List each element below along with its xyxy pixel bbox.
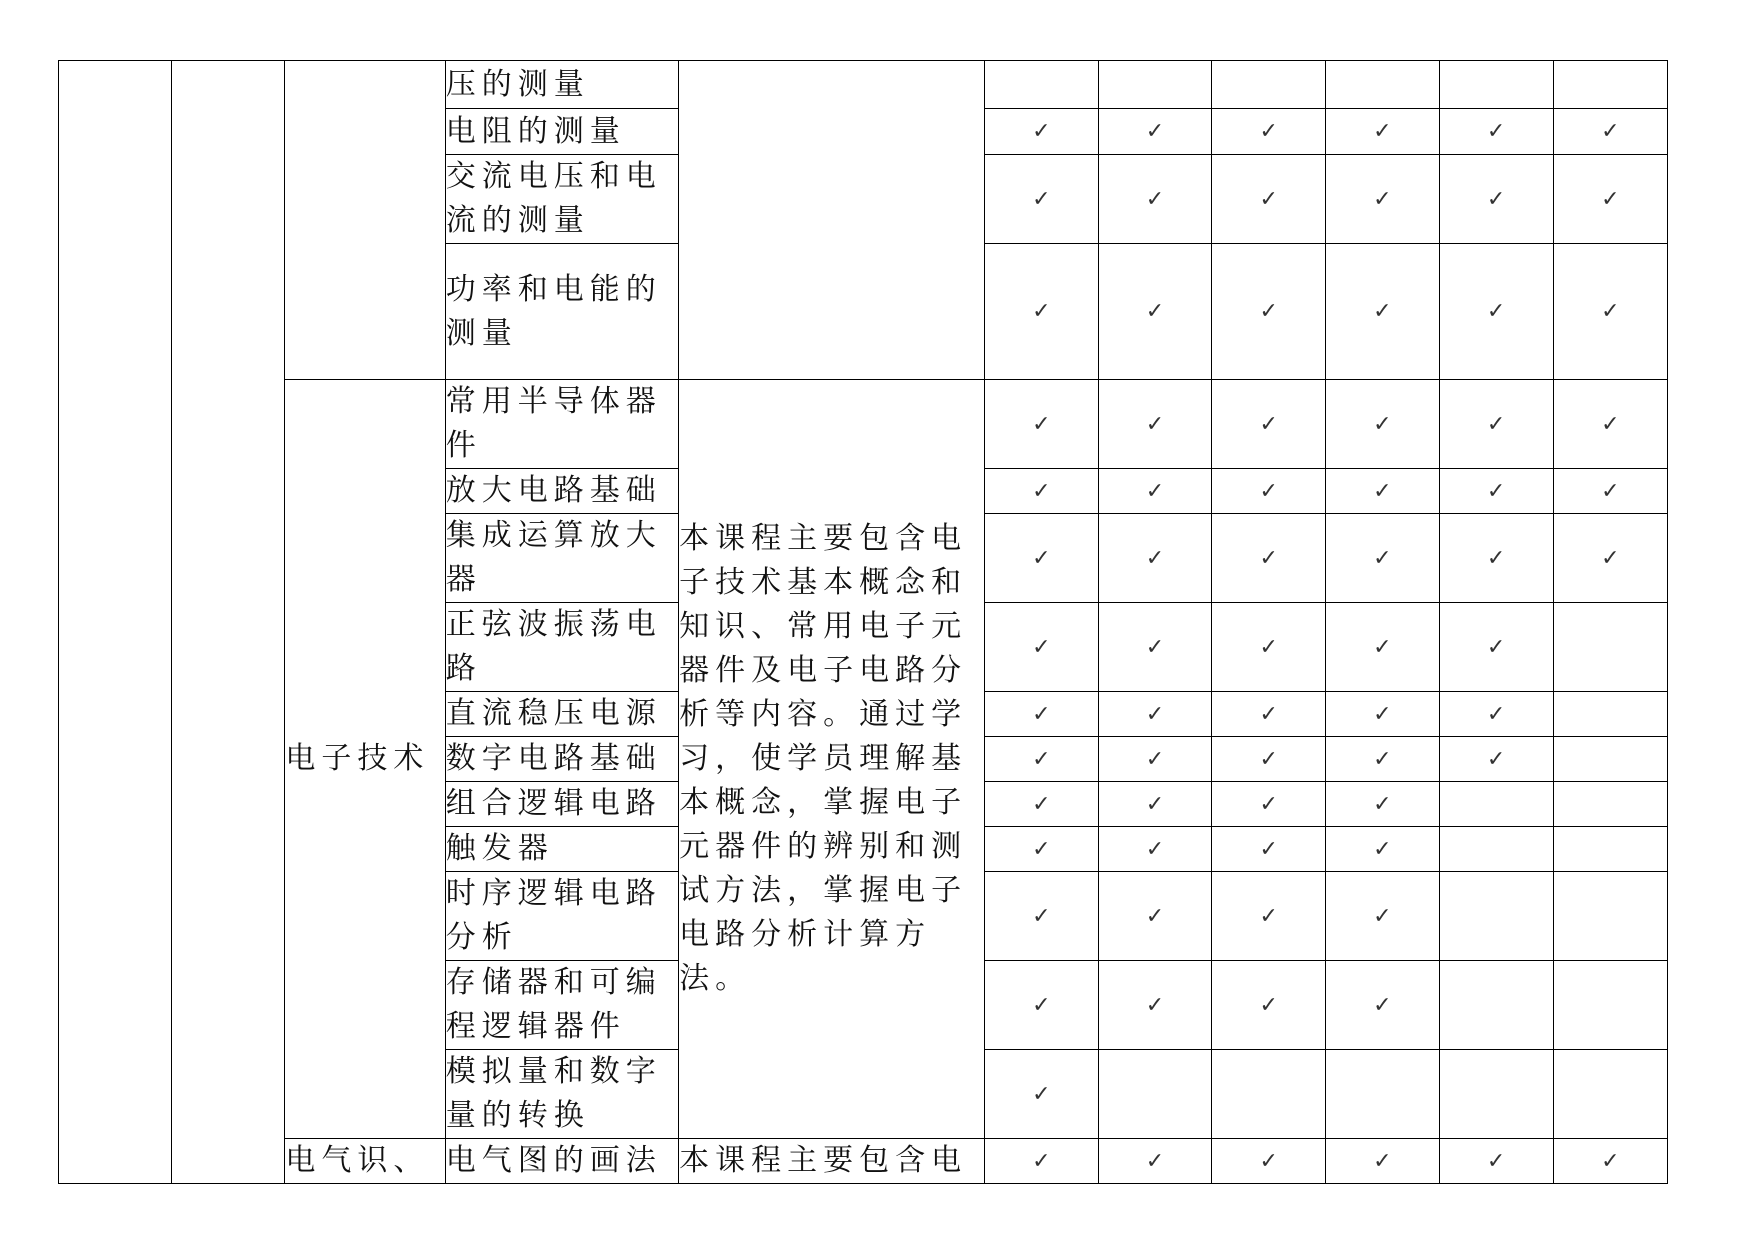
checkmark-icon: ✓ bbox=[1032, 746, 1051, 772]
check-cell bbox=[984, 244, 1098, 380]
check-cell bbox=[1439, 514, 1553, 603]
check-cell bbox=[1326, 109, 1439, 155]
checkmark-icon: ✓ bbox=[1373, 478, 1392, 504]
check-cell bbox=[1439, 827, 1553, 872]
checkmark-icon: ✓ bbox=[1145, 411, 1165, 437]
check-cell bbox=[1098, 1050, 1211, 1139]
check-cell bbox=[1326, 603, 1439, 692]
check-cell bbox=[984, 961, 1098, 1050]
checkmark-icon: ✓ bbox=[1032, 1148, 1051, 1174]
check-cell bbox=[1098, 872, 1211, 961]
check-cell bbox=[1439, 1050, 1553, 1139]
checkmark-icon: ✓ bbox=[1601, 299, 1620, 324]
topic-cell: 电阻的测量 bbox=[445, 109, 678, 155]
checkmark-icon: ✓ bbox=[1145, 545, 1165, 571]
check-cell bbox=[1098, 380, 1211, 469]
checkmark-icon: ✓ bbox=[1373, 992, 1392, 1018]
check-cell bbox=[1212, 109, 1326, 155]
topic-cell: 放大电路基础 bbox=[445, 469, 678, 514]
checkmark-icon: ✓ bbox=[1259, 119, 1278, 144]
checkmark-icon: ✓ bbox=[1373, 186, 1392, 212]
check-cell bbox=[984, 469, 1098, 514]
check-cell bbox=[1439, 872, 1553, 961]
checkmark-icon: ✓ bbox=[1601, 1148, 1620, 1174]
topic-cell: 触发器 bbox=[445, 827, 678, 872]
checkmark-icon: ✓ bbox=[1032, 411, 1051, 437]
topic-cell: 功率和电能的 测量 bbox=[445, 244, 678, 380]
check-cell bbox=[1439, 109, 1553, 155]
topic-cell: 交流电压和电 流的测量 bbox=[445, 155, 678, 244]
checkmark-icon: ✓ bbox=[1486, 746, 1506, 772]
checkmark-icon: ✓ bbox=[1373, 836, 1392, 862]
check-cell bbox=[1212, 1050, 1326, 1139]
check-cell bbox=[984, 692, 1098, 737]
check-cell bbox=[1326, 244, 1439, 380]
check-cell bbox=[1212, 514, 1326, 603]
check-cell bbox=[1212, 61, 1326, 109]
check-cell bbox=[984, 1050, 1098, 1139]
check-cell bbox=[984, 109, 1098, 155]
check-cell bbox=[1439, 61, 1553, 109]
check-cell bbox=[984, 603, 1098, 692]
checkmark-icon: ✓ bbox=[1259, 411, 1278, 437]
checkmark-icon: ✓ bbox=[1601, 478, 1620, 504]
check-cell bbox=[1098, 61, 1211, 109]
checkmark-icon: ✓ bbox=[1373, 634, 1392, 660]
check-cell bbox=[1326, 1050, 1439, 1139]
checkmark-icon: ✓ bbox=[1145, 634, 1165, 660]
checkmark-icon: ✓ bbox=[1145, 1148, 1165, 1174]
checkmark-icon: ✓ bbox=[1373, 701, 1392, 727]
check-cell bbox=[1439, 692, 1553, 737]
table-row bbox=[59, 380, 1668, 469]
check-cell bbox=[1553, 155, 1667, 244]
topic-cell: 时序逻辑电路 分析 bbox=[445, 872, 678, 961]
checkmark-icon: ✓ bbox=[1373, 299, 1392, 324]
checkmark-icon: ✓ bbox=[1373, 1148, 1392, 1174]
blank-column-2 bbox=[172, 61, 285, 1184]
checkmark-icon: ✓ bbox=[1259, 903, 1278, 929]
check-cell bbox=[1553, 514, 1667, 603]
blank-column-1 bbox=[59, 61, 172, 1184]
checkmark-icon: ✓ bbox=[1259, 791, 1278, 817]
check-cell bbox=[1098, 961, 1211, 1050]
check-cell bbox=[1098, 603, 1211, 692]
check-cell bbox=[1212, 827, 1326, 872]
checkmark-icon: ✓ bbox=[1032, 1081, 1051, 1107]
checkmark-icon: ✓ bbox=[1601, 545, 1620, 571]
checkmark-icon: ✓ bbox=[1032, 634, 1051, 660]
check-cell bbox=[1212, 244, 1326, 380]
check-cell bbox=[1098, 782, 1211, 827]
table-row bbox=[59, 1139, 1668, 1184]
checkmark-icon: ✓ bbox=[1032, 119, 1051, 144]
topic-cell: 电气图的画法 bbox=[445, 1139, 678, 1184]
checkmark-icon: ✓ bbox=[1486, 1148, 1506, 1174]
check-cell bbox=[1212, 469, 1326, 514]
check-cell bbox=[1326, 737, 1439, 782]
check-cell bbox=[1212, 155, 1326, 244]
description-cell: 本课程主要包含电 bbox=[679, 1139, 985, 1184]
check-cell bbox=[1098, 1139, 1211, 1184]
checkmark-icon: ✓ bbox=[1145, 119, 1165, 144]
checkmark-icon: ✓ bbox=[1486, 186, 1506, 212]
checkmark-icon: ✓ bbox=[1486, 701, 1506, 727]
checkmark-icon: ✓ bbox=[1259, 545, 1278, 571]
checkmark-icon: ✓ bbox=[1373, 411, 1392, 437]
checkmark-icon: ✓ bbox=[1145, 746, 1165, 772]
checkmark-icon: ✓ bbox=[1486, 119, 1506, 144]
category-cell: 电气识、 bbox=[285, 1139, 445, 1184]
check-cell bbox=[1098, 155, 1211, 244]
check-cell bbox=[984, 155, 1098, 244]
check-cell bbox=[1212, 872, 1326, 961]
check-cell bbox=[1439, 1139, 1553, 1184]
check-cell bbox=[1326, 514, 1439, 603]
check-cell bbox=[1553, 872, 1667, 961]
checkmark-icon: ✓ bbox=[1373, 545, 1392, 571]
topic-cell: 直流稳压电源 bbox=[445, 692, 678, 737]
checkmark-icon: ✓ bbox=[1259, 299, 1278, 324]
check-cell bbox=[1098, 514, 1211, 603]
checkmark-icon: ✓ bbox=[1601, 186, 1620, 212]
check-cell bbox=[1212, 603, 1326, 692]
check-cell bbox=[1326, 380, 1439, 469]
check-cell bbox=[1098, 737, 1211, 782]
check-cell bbox=[1326, 827, 1439, 872]
checkmark-icon: ✓ bbox=[1032, 992, 1051, 1018]
checkmark-icon: ✓ bbox=[1032, 701, 1051, 727]
check-cell bbox=[1553, 603, 1667, 692]
check-cell bbox=[1439, 737, 1553, 782]
check-cell bbox=[1553, 782, 1667, 827]
check-cell bbox=[1439, 244, 1553, 380]
description-cell: 本课程主要包含电子技术基本概念和知识、常用电子元器件及电子电路分析等内容。通过学习，使学员理解基本概念，掌握电子元器件的辨别和测试方法，掌握电子电路分析计算方法。 bbox=[679, 380, 985, 1139]
checkmark-icon: ✓ bbox=[1486, 478, 1506, 504]
check-cell bbox=[984, 61, 1098, 109]
checkmark-icon: ✓ bbox=[1373, 746, 1392, 772]
checkmark-icon: ✓ bbox=[1145, 701, 1165, 727]
checkmark-icon: ✓ bbox=[1259, 634, 1278, 660]
topic-cell: 正弦波振荡电 路 bbox=[445, 603, 678, 692]
topic-cell: 常用半导体器 件 bbox=[445, 380, 678, 469]
category-cell: 电子技术 bbox=[285, 380, 445, 1139]
check-cell bbox=[1553, 961, 1667, 1050]
checkmark-icon: ✓ bbox=[1032, 545, 1051, 571]
check-cell bbox=[984, 872, 1098, 961]
topic-cell: 模拟量和数字 量的转换 bbox=[445, 1050, 678, 1139]
checkmark-icon: ✓ bbox=[1601, 119, 1620, 144]
checkmark-icon: ✓ bbox=[1259, 836, 1278, 862]
checkmark-icon: ✓ bbox=[1145, 992, 1165, 1018]
checkmark-icon: ✓ bbox=[1486, 545, 1506, 571]
checkmark-icon: ✓ bbox=[1259, 478, 1278, 504]
check-cell bbox=[1553, 109, 1667, 155]
topic-cell: 集成运算放大 器 bbox=[445, 514, 678, 603]
check-cell bbox=[1212, 1139, 1326, 1184]
check-cell bbox=[1212, 737, 1326, 782]
checkmark-icon: ✓ bbox=[1032, 478, 1051, 504]
check-cell bbox=[1212, 380, 1326, 469]
checkmark-icon: ✓ bbox=[1145, 836, 1165, 862]
check-cell bbox=[1553, 1139, 1667, 1184]
check-cell bbox=[1439, 961, 1553, 1050]
checkmark-icon: ✓ bbox=[1259, 701, 1278, 727]
check-cell bbox=[1553, 61, 1667, 109]
checkmark-icon: ✓ bbox=[1373, 903, 1392, 929]
check-cell bbox=[1212, 692, 1326, 737]
checkmark-icon: ✓ bbox=[1032, 836, 1051, 862]
check-cell bbox=[1553, 737, 1667, 782]
check-cell bbox=[1439, 603, 1553, 692]
checkmark-icon: ✓ bbox=[1145, 299, 1165, 324]
checkmark-icon: ✓ bbox=[1373, 119, 1392, 144]
checkmark-icon: ✓ bbox=[1032, 299, 1051, 324]
check-cell bbox=[1326, 961, 1439, 1050]
check-cell bbox=[1553, 1050, 1667, 1139]
check-cell bbox=[984, 514, 1098, 603]
check-cell bbox=[1098, 244, 1211, 380]
check-cell bbox=[1326, 692, 1439, 737]
checkmark-icon: ✓ bbox=[1486, 299, 1506, 324]
check-cell bbox=[1439, 782, 1553, 827]
checkmark-icon: ✓ bbox=[1145, 186, 1165, 212]
topic-cell: 存储器和可编 程逻辑器件 bbox=[445, 961, 678, 1050]
checkmark-icon: ✓ bbox=[1486, 634, 1506, 660]
check-cell bbox=[1212, 782, 1326, 827]
checkmark-icon: ✓ bbox=[1032, 186, 1051, 212]
check-cell bbox=[1553, 244, 1667, 380]
description-cell bbox=[679, 61, 985, 380]
checkmark-icon: ✓ bbox=[1259, 186, 1278, 212]
check-cell bbox=[1326, 872, 1439, 961]
check-cell bbox=[984, 827, 1098, 872]
check-cell bbox=[984, 1139, 1098, 1184]
checkmark-icon: ✓ bbox=[1486, 411, 1506, 437]
check-cell bbox=[1439, 155, 1553, 244]
checkmark-icon: ✓ bbox=[1145, 791, 1165, 817]
checkmark-icon: ✓ bbox=[1373, 791, 1392, 817]
check-cell bbox=[1439, 380, 1553, 469]
checkmark-icon: ✓ bbox=[1145, 478, 1165, 504]
category-cell bbox=[285, 61, 445, 380]
table-row bbox=[59, 61, 1668, 109]
check-cell bbox=[1098, 827, 1211, 872]
check-cell bbox=[1212, 961, 1326, 1050]
checkmark-icon: ✓ bbox=[1259, 992, 1278, 1018]
check-cell bbox=[1098, 469, 1211, 514]
check-cell bbox=[1326, 782, 1439, 827]
check-cell bbox=[1326, 155, 1439, 244]
check-cell bbox=[1326, 469, 1439, 514]
check-cell bbox=[1553, 692, 1667, 737]
topic-cell: 数字电路基础 bbox=[445, 737, 678, 782]
check-cell bbox=[1439, 469, 1553, 514]
check-cell bbox=[984, 380, 1098, 469]
checkmark-icon: ✓ bbox=[1145, 903, 1165, 929]
check-cell bbox=[984, 782, 1098, 827]
checkmark-icon: ✓ bbox=[1032, 791, 1051, 817]
curriculum-table bbox=[58, 60, 1668, 1184]
check-cell bbox=[1326, 61, 1439, 109]
checkmark-icon: ✓ bbox=[1259, 1148, 1278, 1174]
check-cell bbox=[1326, 1139, 1439, 1184]
check-cell bbox=[1553, 469, 1667, 514]
checkmark-icon: ✓ bbox=[1259, 746, 1278, 772]
checkmark-icon: ✓ bbox=[1032, 903, 1051, 929]
check-cell bbox=[1098, 109, 1211, 155]
check-cell bbox=[984, 737, 1098, 782]
check-cell bbox=[1553, 827, 1667, 872]
topic-cell: 压的测量 bbox=[445, 61, 678, 109]
check-cell bbox=[1098, 692, 1211, 737]
check-cell bbox=[1553, 380, 1667, 469]
topic-cell: 组合逻辑电路 bbox=[445, 782, 678, 827]
checkmark-icon: ✓ bbox=[1601, 411, 1620, 437]
